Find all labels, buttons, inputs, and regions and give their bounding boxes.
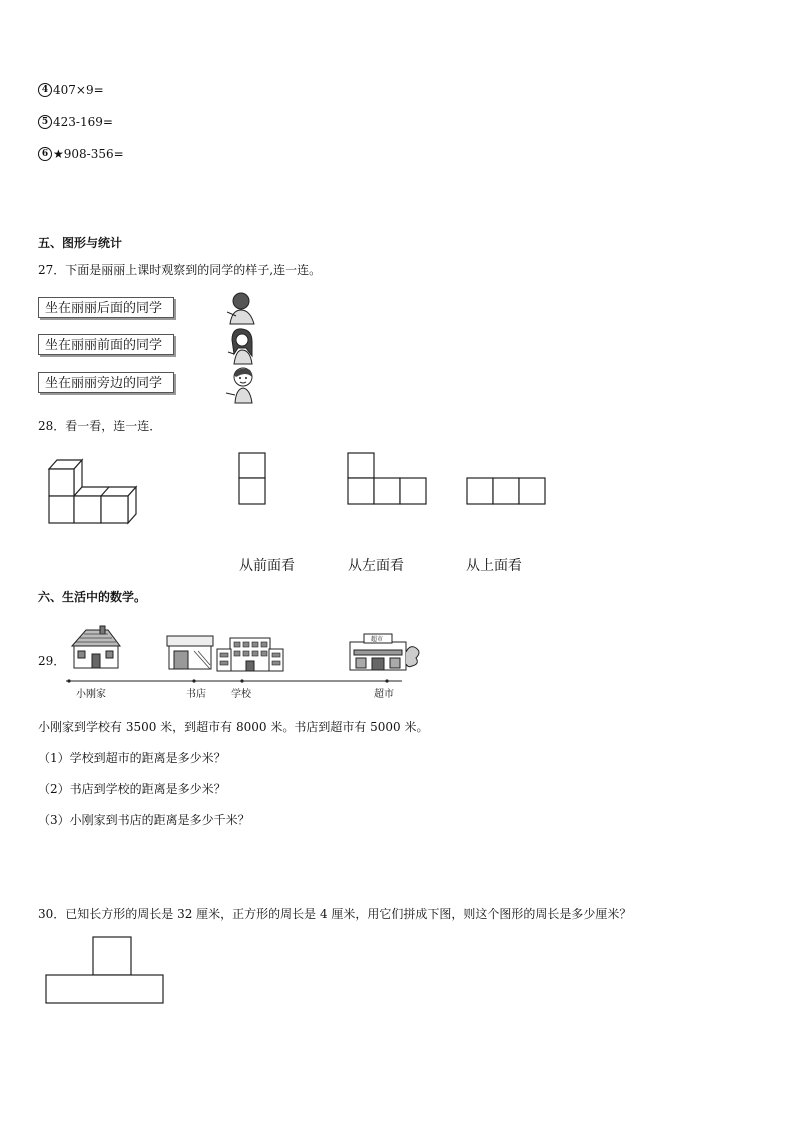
school-icon xyxy=(216,637,284,673)
question-29-text: 小刚家到学校有 3500 米，到超市有 8000 米。书店到超市有 5000 米。 xyxy=(38,720,429,734)
option-beside[interactable]: 坐在丽丽旁边的同学 xyxy=(38,372,174,393)
calc-expression: 407×9= xyxy=(53,83,104,97)
circled-number: 4 xyxy=(38,83,52,97)
view-label-left[interactable]: 从左面看 xyxy=(348,558,404,574)
section-title-5: 五、图形与统计 xyxy=(38,236,123,250)
place-label-bookstore: 书店 xyxy=(186,689,206,700)
supermarket-icon xyxy=(346,632,422,672)
route-line xyxy=(66,677,406,685)
section-title-6: 六、生活中的数学。 xyxy=(38,590,147,604)
supermarket-sign: 超市 xyxy=(371,636,384,643)
view-diagram-c[interactable] xyxy=(466,477,548,507)
question-27-text: 27．下面是丽丽上课时观察到的同学的样子,连一连。 xyxy=(38,263,322,277)
question-29-sub-1: （1）学校到超市的距离是多少米？ xyxy=(38,751,226,765)
circled-number: 5 xyxy=(38,115,52,129)
question-29-number: 29． xyxy=(38,654,66,668)
calc-item-5 xyxy=(38,115,113,129)
question-28-text: 28．看一看，连一连． xyxy=(38,419,162,433)
question-29-sub-2: （2）书店到学校的距离是多少米？ xyxy=(38,782,226,796)
calc-expression: ★908-356= xyxy=(53,147,124,161)
option-behind[interactable]: 坐在丽丽后面的同学 xyxy=(38,297,174,318)
student-back-icon[interactable] xyxy=(222,290,260,328)
place-label-home: 小刚家 xyxy=(76,689,106,700)
cube-arrangement xyxy=(44,455,144,530)
place-label-supermarket: 超市 xyxy=(374,689,394,700)
student-front-girl-icon[interactable] xyxy=(222,326,260,366)
calc-item-4 xyxy=(38,83,104,97)
house-icon xyxy=(68,626,122,670)
view-diagram-b[interactable] xyxy=(347,452,429,507)
option-front[interactable]: 坐在丽丽前面的同学 xyxy=(38,334,174,355)
view-label-top[interactable]: 从上面看 xyxy=(466,558,522,574)
combined-shape-diagram xyxy=(45,936,167,1006)
view-label-front[interactable]: 从前面看 xyxy=(239,558,295,574)
student-beside-boy-icon[interactable] xyxy=(222,365,260,405)
view-diagram-a[interactable] xyxy=(238,452,268,507)
calc-item-6 xyxy=(38,147,124,161)
question-30-text: 30．已知长方形的周长是 32 厘米，正方形的周长是 4 厘米，用它们拼成下图，则这个图形的周长是多少厘米？ xyxy=(38,907,632,921)
place-label-school: 学校 xyxy=(231,689,251,700)
calc-expression: 423-169= xyxy=(53,115,113,129)
question-29-sub-3: （3）小刚家到书店的距离是多少千米？ xyxy=(38,813,250,827)
circled-number: 6 xyxy=(38,147,52,161)
bookstore-icon xyxy=(166,635,216,671)
